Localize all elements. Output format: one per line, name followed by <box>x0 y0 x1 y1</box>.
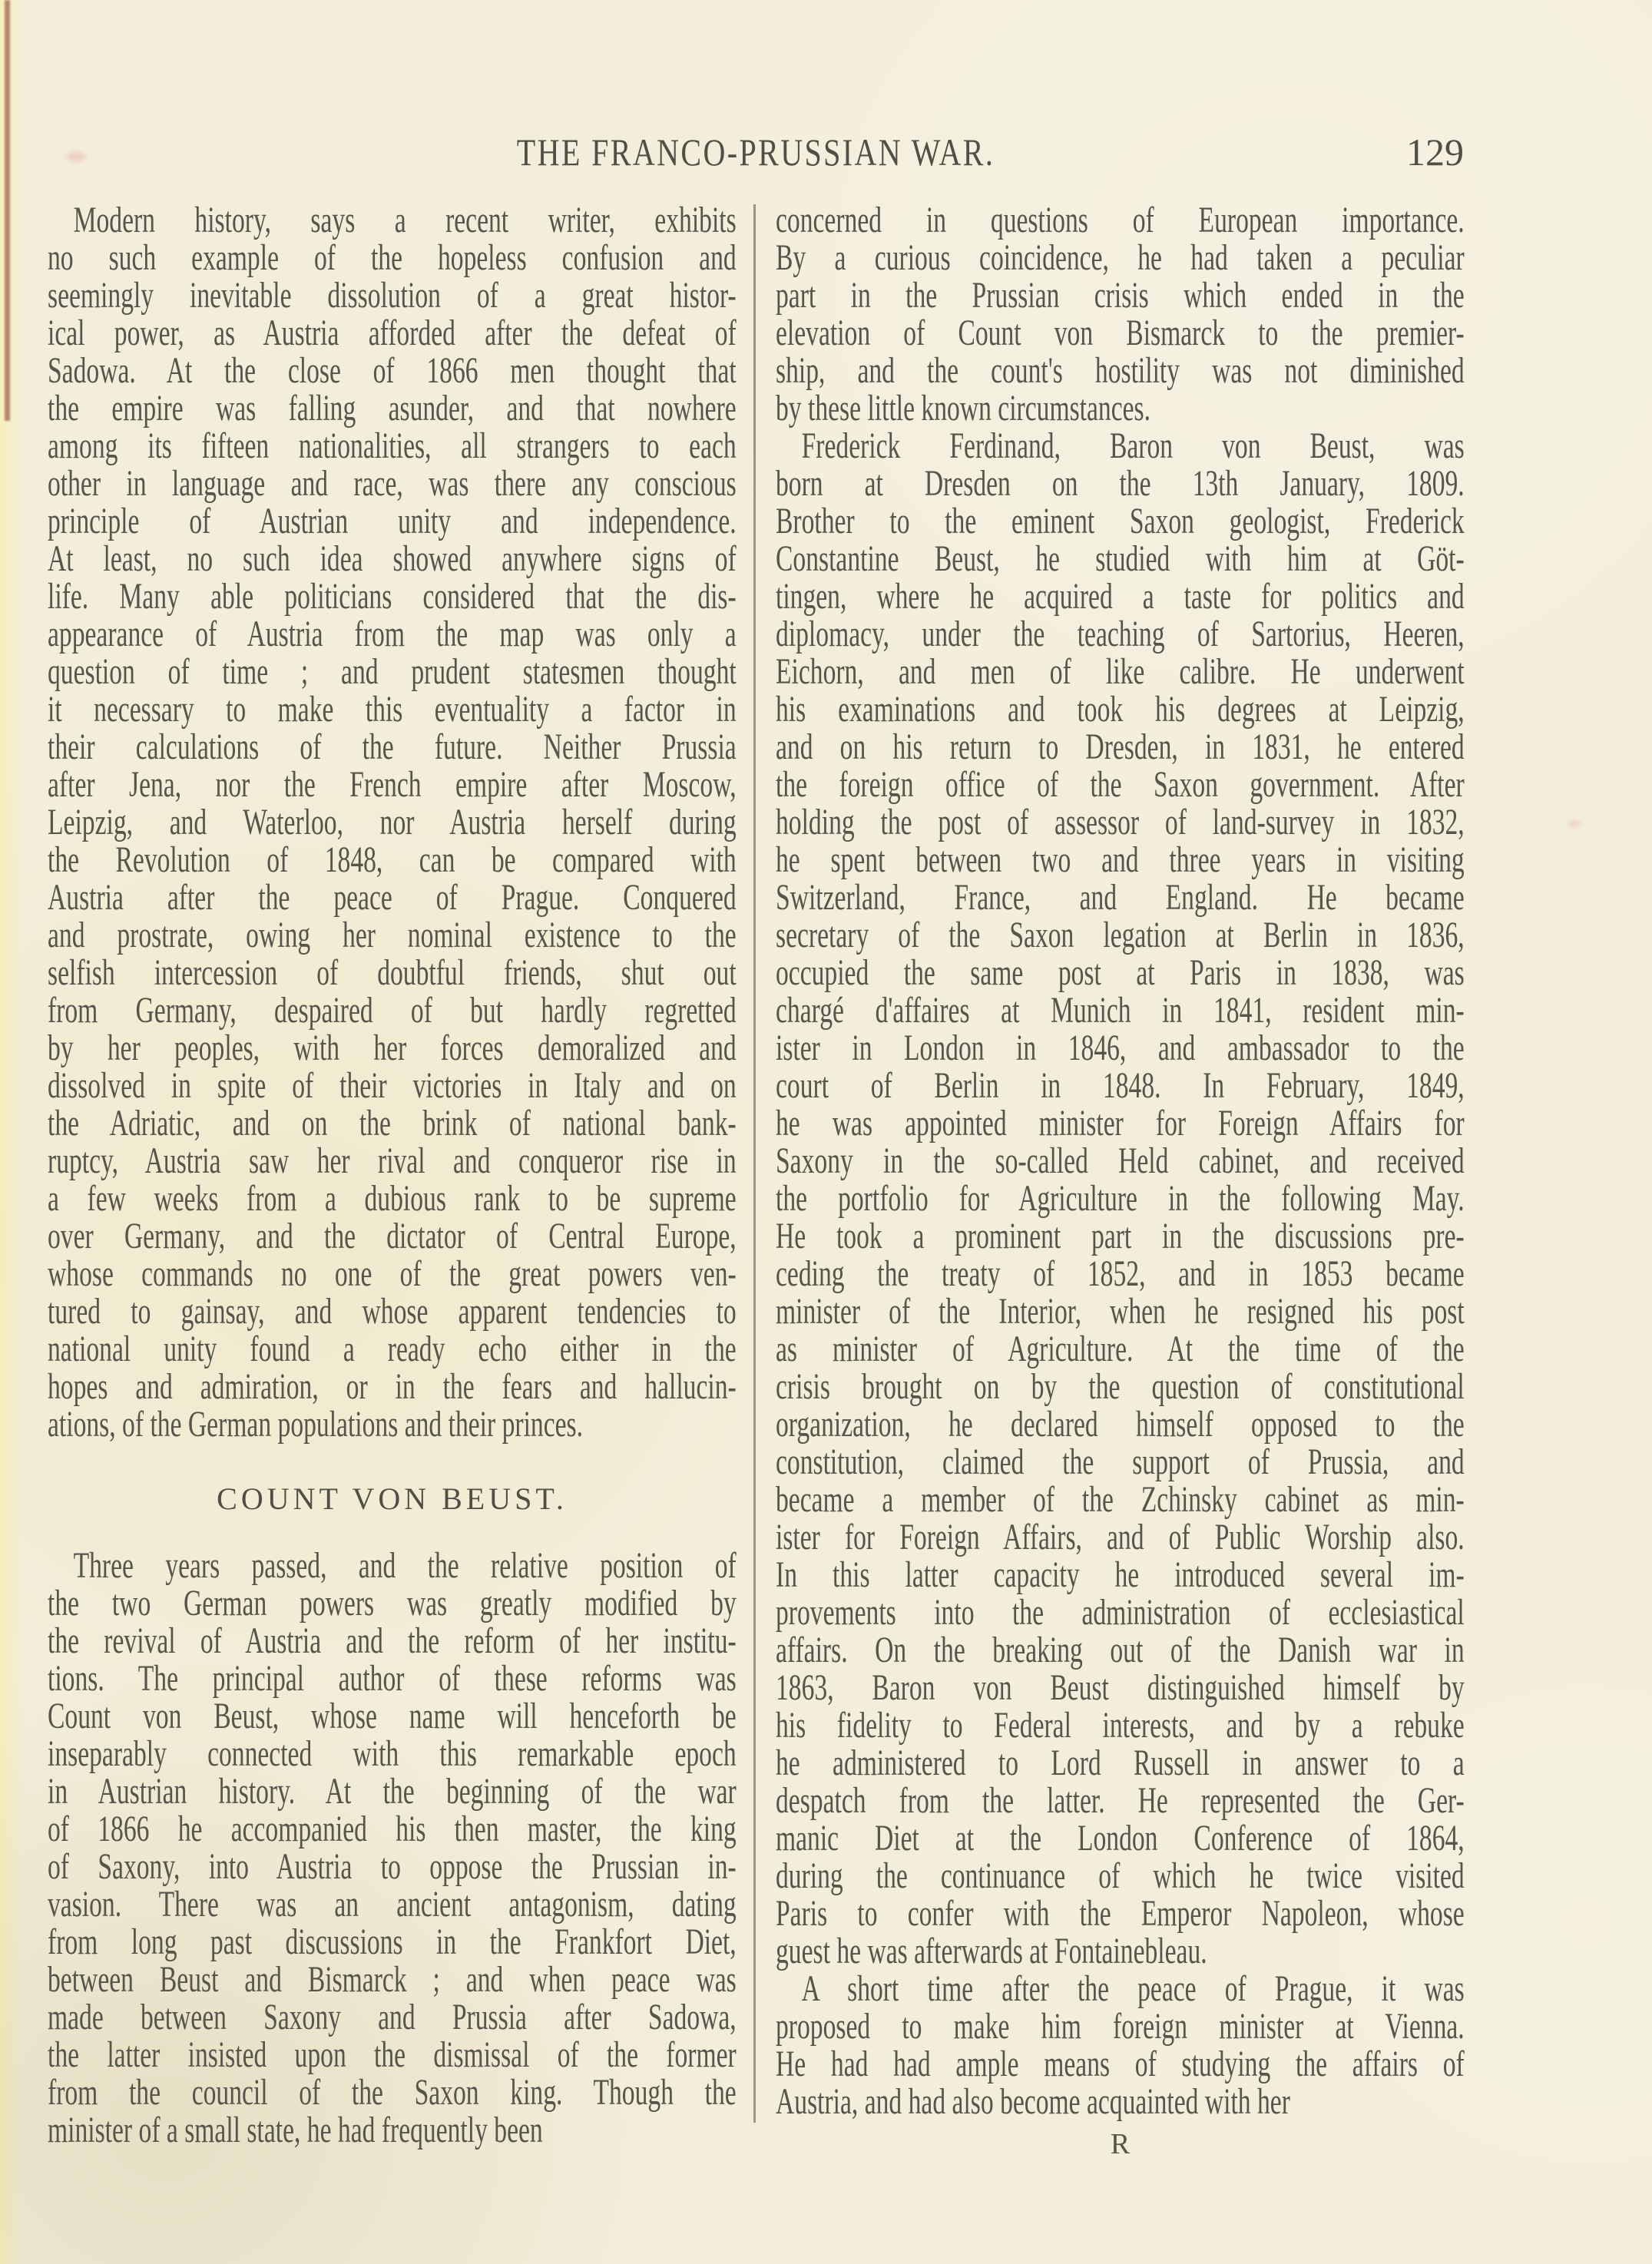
text-line: provements into the administration of ecclesiastical <box>776 1592 1465 1633</box>
text-line: became a member of the Zchinsky cabinet as min- <box>776 1479 1465 1520</box>
text-line: Austria, and had also become acquainted with her <box>776 2081 1290 2122</box>
text-line: as minister of Agriculture. At the time of the <box>776 1329 1465 1369</box>
text-line: dissolved in spite of their victories in Italy and on <box>48 1065 737 1106</box>
text-line: between Beust and Bismarck ; and when peace was <box>48 1959 737 2000</box>
text-line: Sadowa. At the close of 1866 men thought that <box>48 350 737 391</box>
running-head <box>48 129 1464 177</box>
text-line: from long past discussions in the Frankfort Diet, <box>48 1921 737 1962</box>
text-line: a few weeks from a dubious rank to be supreme <box>48 1178 737 1219</box>
text-line: ship, and the count's hostility was not diminished <box>776 350 1465 391</box>
text-line: holding the post of assessor of land-survey in 1832, <box>776 802 1465 842</box>
scan-smudge <box>1568 820 1581 828</box>
text-column-left <box>48 201 737 2149</box>
text-line: of Saxony, into Austria to oppose the Prussian in- <box>48 1846 737 1887</box>
text-line: he spent between two and three years in visiting <box>776 839 1465 880</box>
text-line: manic Diet at the London Conference of 1864, <box>776 1818 1465 1859</box>
text-line: the two German powers was greatly modified by <box>48 1583 737 1624</box>
text-line: whose commands no one of the great powers ven- <box>48 1253 737 1294</box>
text-line: In this latter capacity he introduced several im- <box>776 1554 1465 1595</box>
text-line: Frederick Ferdinand, Baron von Beust, was <box>801 425 1465 466</box>
page-number: 129 <box>1406 131 1464 174</box>
text-line: life. Many able politicians considered that the dis- <box>48 576 737 617</box>
text-line: Eichorn, and men of like calibre. He underwent <box>776 651 1465 692</box>
text-line: principle of Austrian unity and independence. <box>48 501 737 541</box>
text-line: vasion. There was an ancient antagonism, dating <box>48 1884 737 1925</box>
text-line: Paris to confer with the Emperor Napoleon, whose <box>776 1893 1465 1934</box>
text-line: ister for Foreign Affairs, and of Public Worship also. <box>776 1517 1465 1557</box>
text-line: the Revolution of 1848, can be compared with <box>48 839 737 880</box>
text-line: inseparably connected with this remarkable epoch <box>48 1733 737 1774</box>
signature-mark: R <box>1110 2128 1131 2160</box>
column-divider-rule <box>753 204 756 2123</box>
text-line: ruptcy, Austria saw her rival and conqueror rise in <box>48 1140 737 1181</box>
text-line: proposed to make him foreign minister at Vienna. <box>776 2006 1465 2047</box>
text-line: concerned in questions of European importance. <box>776 200 1465 240</box>
text-line: tions. The principal author of these reforms was <box>48 1658 737 1699</box>
text-line: A short time after the peace of Prague, it was <box>801 1968 1465 2009</box>
text-line: during the continuance of which he twice visited <box>776 1855 1465 1896</box>
text-line: and prostrate, owing her nominal existence to the <box>48 915 737 955</box>
text-line: and on his return to Dresden, in 1831, he entered <box>776 727 1465 767</box>
text-line: their calculations of the future. Neither Prussia <box>48 727 737 767</box>
text-line: constitution, claimed the support of Prussia, and <box>776 1441 1465 1482</box>
text-line: minister of the Interior, when he resigned his post <box>776 1291 1465 1332</box>
text-line: Modern history, says a recent writer, exhibits <box>73 200 737 240</box>
text-line: Constantine Beust, he studied with him at Göt- <box>776 538 1465 579</box>
text-line: after Jena, nor the French empire after Moscow, <box>48 764 737 805</box>
text-line: He took a prominent part in the discussions pre- <box>776 1216 1465 1256</box>
text-line: the latter insisted upon the dismissal of the former <box>48 2034 737 2075</box>
text-line: By a curious coincidence, he had taken a peculiar <box>776 237 1465 278</box>
text-line: he administered to Lord Russell in answer to a <box>776 1743 1465 1783</box>
text-line: elevation of Count von Bismarck to the premier- <box>776 313 1465 353</box>
text-line: the empire was falling asunder, and that nowhere <box>48 388 737 429</box>
text-line: from Germany, despaired of but hardly regretted <box>48 990 737 1031</box>
text-line: 1863, Baron von Beust distinguished himself by <box>776 1667 1465 1708</box>
text-line: no such example of the hopeless confusion and <box>48 237 737 278</box>
text-line: Saxony in the so-called Held cabinet, and received <box>776 1140 1465 1181</box>
text-line: ical power, as Austria afforded after the defeat of <box>48 313 737 353</box>
text-line: the foreign office of the Saxon government. After <box>776 764 1465 805</box>
text-line: chargé d'affaires at Munich in 1841, resident min- <box>776 990 1465 1031</box>
text-line: Brother to the eminent Saxon geologist, Frederick <box>776 501 1465 541</box>
text-line: he was appointed minister for Foreign Affairs for <box>776 1103 1465 1144</box>
text-line: occupied the same post at Paris in 1838, was <box>776 952 1465 993</box>
text-line: by these little known circumstances. <box>776 388 1151 429</box>
text-line: tingen, where he acquired a taste for politics and <box>776 576 1465 617</box>
text-line: the Adriatic, and on the brink of national bank- <box>48 1103 737 1144</box>
text-line: ceding the treaty of 1852, and in 1853 became <box>776 1253 1465 1294</box>
text-line: He had had ample means of studying the affairs of <box>776 2044 1465 2084</box>
scan-edge-red-line <box>5 0 10 421</box>
text-line: hopes and admiration, or in the fears and hallucin- <box>48 1366 737 1407</box>
text-line: tured to gainsay, and whose apparent tendencies to <box>48 1291 737 1332</box>
text-line: it necessary to make this eventuality a factor in <box>48 689 737 730</box>
text-line: Leipzig, and Waterloo, nor Austria herself during <box>48 802 737 842</box>
text-line: minister of a small state, he had frequently been <box>48 2110 543 2150</box>
text-line: crisis brought on by the question of constitutional <box>776 1366 1465 1407</box>
text-line: Austria after the peace of Prague. Conquered <box>48 877 737 918</box>
text-line: At least, no such idea showed anywhere signs of <box>48 538 737 579</box>
text-line: of 1866 he accompanied his then master, the king <box>48 1809 737 1849</box>
text-line: appearance of Austria from the map was only a <box>48 614 737 654</box>
text-line: despatch from the latter. He represented the Ger- <box>776 1780 1465 1821</box>
text-line: national unity found a ready echo either in the <box>48 1329 737 1369</box>
text-line: Switzerland, France, and England. He became <box>776 877 1465 918</box>
text-line: Count von Beust, whose name will henceforth be <box>48 1696 737 1736</box>
text-line: among its fifteen nationalities, all strangers to each <box>48 425 737 466</box>
text-line: secretary of the Saxon legation at Berlin in 1836, <box>776 915 1465 955</box>
text-line: from the council of the Saxon king. Though the <box>48 2072 737 2113</box>
text-line: organization, he declared himself opposed to the <box>776 1404 1465 1445</box>
text-column-right <box>776 201 1465 2120</box>
text-line: his examinations and took his degrees at Leipzig, <box>776 689 1465 730</box>
text-line: made between Saxony and Prussia after Sadowa, <box>48 1997 737 2037</box>
text-line: question of time ; and prudent statesmen thought <box>48 651 737 692</box>
text-line: other in language and race, was there any conscious <box>48 463 737 504</box>
text-line: over Germany, and the dictator of Central Europe, <box>48 1216 737 1256</box>
text-line: by her peoples, with her forces demoralized and <box>48 1028 737 1068</box>
text-line: ister in London in 1846, and ambassador to the <box>776 1028 1465 1068</box>
text-line: in Austrian history. At the beginning of the war <box>48 1771 737 1812</box>
running-head-title: THE FRANCO-PRUSSIAN WAR. <box>516 131 995 174</box>
text-line: the revival of Austria and the reform of her institu- <box>48 1620 737 1661</box>
text-line: born at Dresden on the 13th January, 1809. <box>776 463 1465 504</box>
text-line: Three years passed, and the relative position of <box>73 1545 737 1586</box>
text-line: diplomacy, under the teaching of Sartorius, Heeren, <box>776 614 1465 654</box>
text-line: court of Berlin in 1848. In February, 1849, <box>776 1065 1465 1106</box>
text-line: the portfolio for Agriculture in the following May. <box>776 1178 1465 1219</box>
text-line: his fidelity to Federal interests, and by a rebuke <box>776 1705 1465 1746</box>
text-line: seemingly inevitable dissolution of a great histor- <box>48 275 737 316</box>
section-heading: COUNT VON BEUST. <box>217 1481 568 1516</box>
text-line: ations, of the German populations and their princes. <box>48 1404 584 1445</box>
text-line: part in the Prussian crisis which ended in the <box>776 275 1465 316</box>
text-line: guest he was afterwards at Fontainebleau. <box>776 1931 1207 1971</box>
text-line: affairs. On the breaking out of the Danish war in <box>776 1630 1465 1670</box>
text-line: selfish intercession of doubtful friends, shut out <box>48 952 737 993</box>
